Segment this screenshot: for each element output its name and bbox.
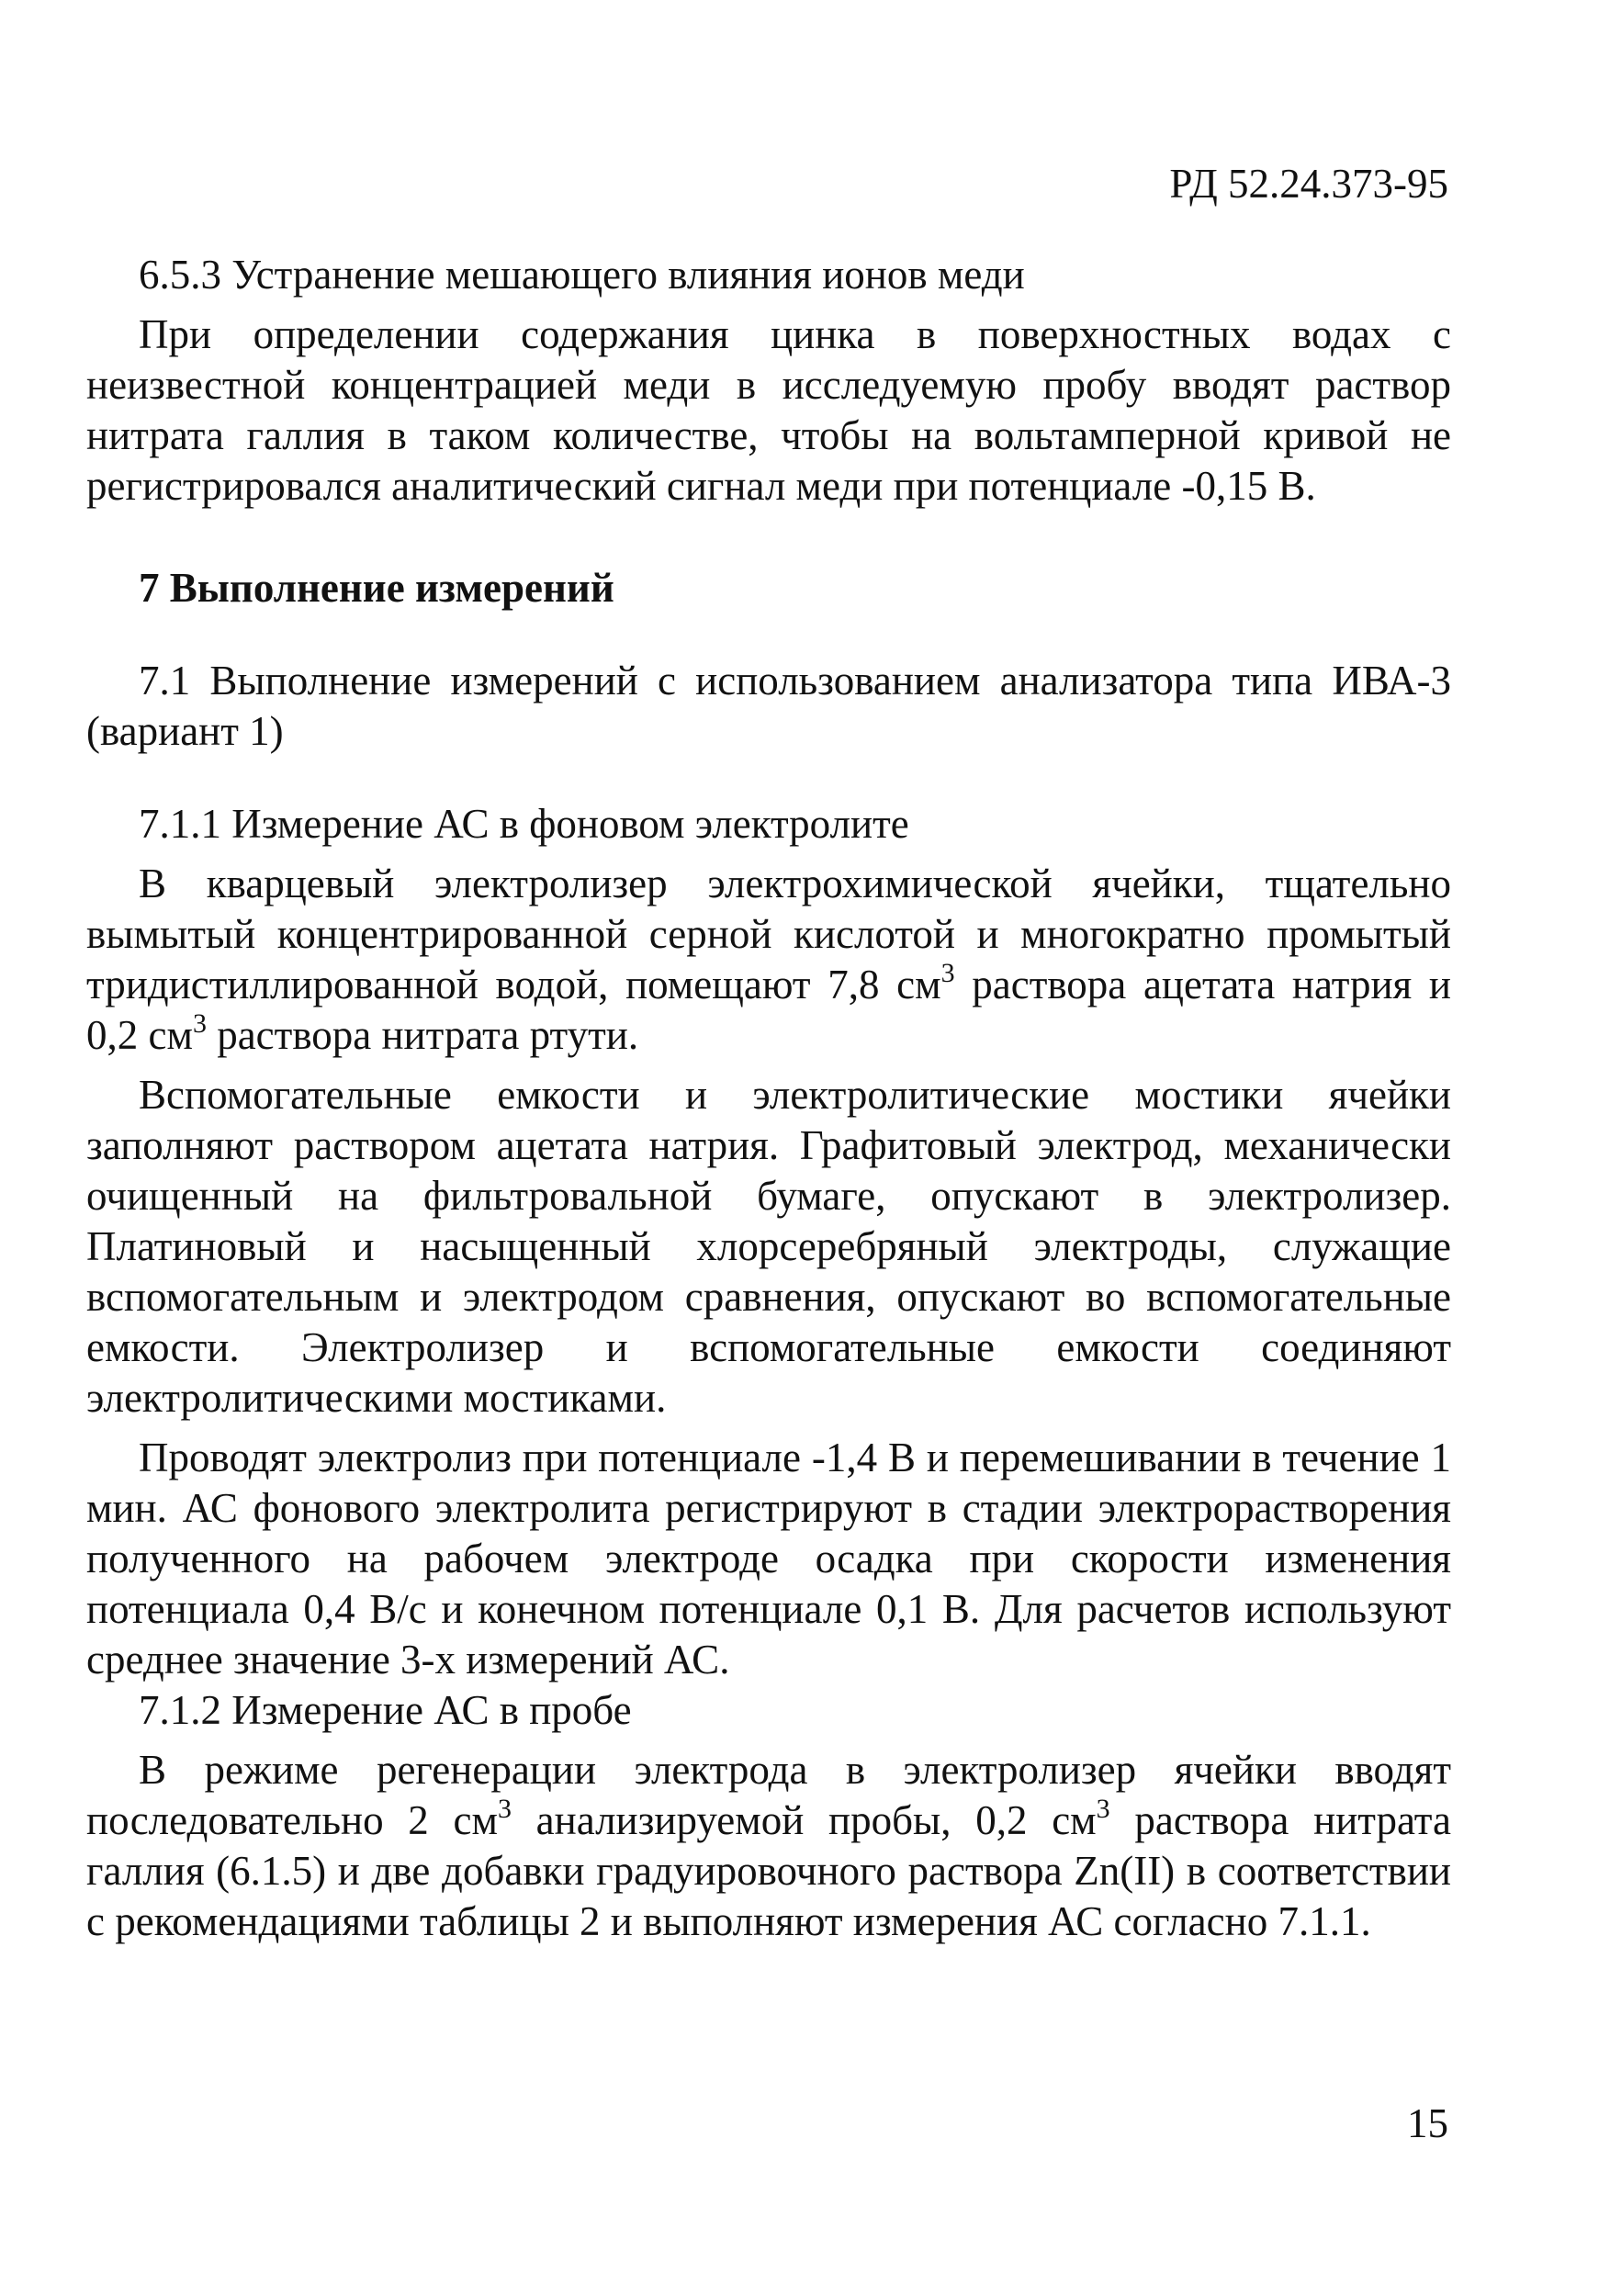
paragraph-text: раствора нитрата ртути. [206, 1012, 639, 1058]
paragraph-text: раствора нитрата галлия (6.1.5) и две добавки градуировочного раствора Zn(II) в соответствии с рекомендациями таблицы 2 и выполняют измерения АС согласно 7.1.1. [86, 1797, 1451, 1944]
paragraph-text: раствора ацетата натрия и 0,2 см [86, 962, 1451, 1058]
superscript-cube: 3 [940, 958, 955, 988]
section-6-5-3-paragraph: При определении содержания цинка в поверхностных водах с неизвестной концентрацией меди в исследуемую пробу вводят раствор нитрата галлия в таком количестве, чтобы на вольтамперной кривой не регистрировался аналитический сигнал меди при потенциале -0,15 В. [86, 311, 1451, 509]
section-6-5-3-heading: 6.5.3 Устранение мешающего влияния ионов меди [139, 252, 1025, 298]
superscript-cube: 3 [192, 1008, 207, 1039]
superscript-cube: 3 [497, 1794, 512, 1824]
section-7-1-heading: 7.1 Выполнение измерений с использованием анализатора типа ИВА-3 (вариант 1) [86, 658, 1451, 754]
section-7-1-1-heading: 7.1.1 Измерение АС в фоновом электролите [139, 801, 909, 847]
superscript-cube: 3 [1096, 1794, 1110, 1824]
paragraph-text: В кварцевый электролизер электрохимической ячейки, тщательно вымытый концентрированной серной кислотой и многократно промытый тридистиллированной водой, помещают 7,8 см [86, 861, 1451, 1007]
section-7-1-2-paragraph [86, 1745, 1451, 1947]
document-code: РД 52.24.373-95 [1169, 161, 1448, 207]
section-7-1-1-paragraph-3: Проводят электролиз при потенциале -1,4 В и перемешивании в течение 1 мин. АС фонового электролита регистрируют в стадии электрорастворения полученного на рабочем электроде осадка при скорости изменения потенциала 0,4 В/с и конечном потенциале 0,1 В. Для расчетов используют среднее значение 3-х измерений АС. [86, 1435, 1451, 1683]
page-number: 15 [1407, 2100, 1448, 2146]
document-body [86, 250, 1451, 1947]
paragraph-text: анализируемой пробы, 0,2 см [511, 1797, 1097, 1843]
paragraph-text: В режиме регенерации электрода в электролизер ячейки вводят последовательно 2 см [86, 1747, 1451, 1843]
section-7-1-1-paragraph-2: Вспомогательные емкости и электролитические мостики ячейки заполняют раствором ацетата натрия. Графитовый электрод, механически очищенный на фильтровальной бумаге, опускают в электролизер. Платиновый и насыщенный хлорсеребряный электроды, служащие вспомогательным и электродом сравнения, опускают во вспомогательные емкости. Электролизер и вспомогательные емкости соединяют электролитическими мостиками. [86, 1072, 1451, 1421]
section-7-heading: 7 Выполнение измерений [139, 565, 614, 611]
section-7-1-2-heading: 7.1.2 Измерение АС в пробе [139, 1687, 632, 1733]
section-7-1-1-paragraph-1 [86, 859, 1451, 1061]
